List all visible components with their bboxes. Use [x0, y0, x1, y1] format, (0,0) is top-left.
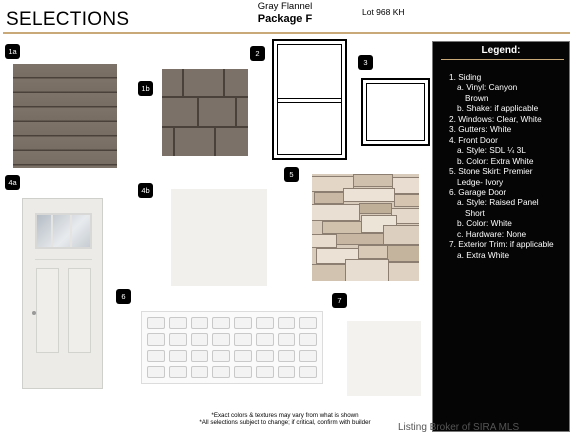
door-panel-left [36, 268, 59, 353]
legend-item: Ledge- Ivory [457, 176, 504, 187]
door-glass-lites [35, 213, 92, 249]
exterior-trim-swatch [347, 321, 421, 396]
badge-1a: 1a [5, 44, 20, 59]
window-double-hung [272, 39, 347, 160]
shake-seam [214, 127, 216, 156]
legend-item: 5. Stone Skirt: Premier [449, 166, 533, 177]
front-door-image [22, 198, 103, 389]
door-rail [35, 259, 92, 260]
color-scheme: Gray Flannel [257, 1, 313, 12]
siding-vinyl-swatch [13, 64, 117, 168]
legend-title: Legend: [481, 45, 521, 56]
badge-2: 2 [250, 46, 265, 61]
legend-item: a. Extra White [457, 249, 510, 260]
legend-rule [441, 59, 564, 60]
legend-item: a. Style: Raised Panel [457, 197, 539, 208]
door-color-swatch [171, 189, 267, 286]
garage-door-image [141, 311, 323, 384]
title-rule [3, 32, 570, 34]
badge-5: 5 [284, 167, 299, 182]
footer-disclaimer [155, 412, 415, 426]
legend-item: Brown [465, 92, 489, 103]
badge-3: 3 [358, 55, 373, 70]
door-knob [32, 311, 36, 315]
package-name: Package F [257, 13, 313, 25]
badge-4a: 4a [5, 175, 20, 190]
shake-seam [223, 69, 225, 96]
shake-course-line [162, 126, 248, 128]
gutter-profile-swatch [361, 78, 430, 146]
stone-skirt-swatch [312, 174, 419, 281]
badge-7: 7 [332, 293, 347, 308]
disclaimer-line-2: *All selections subject to change; if critical, confirm with builder [199, 419, 371, 426]
legend-item: 7. Exterior Trim: if applicable [449, 239, 554, 250]
badge-4b: 4b [138, 183, 153, 198]
mls-watermark: Listing Broker of SIRA MLS [398, 422, 520, 432]
legend-item: a. Style: SDL ¼ 3L [457, 145, 526, 156]
legend-item: 6. Garage Door [449, 186, 507, 197]
legend-item: 2. Windows: Clear, White [449, 113, 542, 124]
badge-6: 6 [116, 289, 131, 304]
legend-item: b. Shake: if applicable [457, 103, 539, 114]
legend-item: Short [465, 207, 485, 218]
legend-item: 1. Siding [449, 72, 482, 82]
door-panel-right [68, 268, 91, 353]
legend-list [449, 72, 569, 260]
lot-number: Lot 968 KH [362, 7, 405, 17]
legend-item: 3. Gutters: White [449, 124, 512, 135]
legend-item: b. Color: Extra White [457, 155, 534, 166]
siding-shake-swatch [162, 69, 248, 156]
page-title: SELECTIONS [6, 9, 130, 30]
badge-1b: 1b [138, 81, 153, 96]
disclaimer-line-1: *Exact colors & textures may vary from what is shown [211, 412, 359, 419]
legend-item: c. Hardware: None [457, 228, 527, 239]
legend-item: a. Vinyl: Canyon [457, 82, 518, 93]
legend-item: 4. Front Door [449, 134, 498, 145]
shake-seam [173, 127, 175, 156]
shake-seam [182, 69, 184, 96]
legend-item: b. Color: White [457, 218, 512, 229]
shake-seam [235, 97, 237, 126]
gutter-frame-inner [366, 83, 425, 141]
legend-panel [432, 41, 570, 432]
shake-seam [197, 97, 199, 126]
window-meeting-rail [277, 98, 342, 103]
